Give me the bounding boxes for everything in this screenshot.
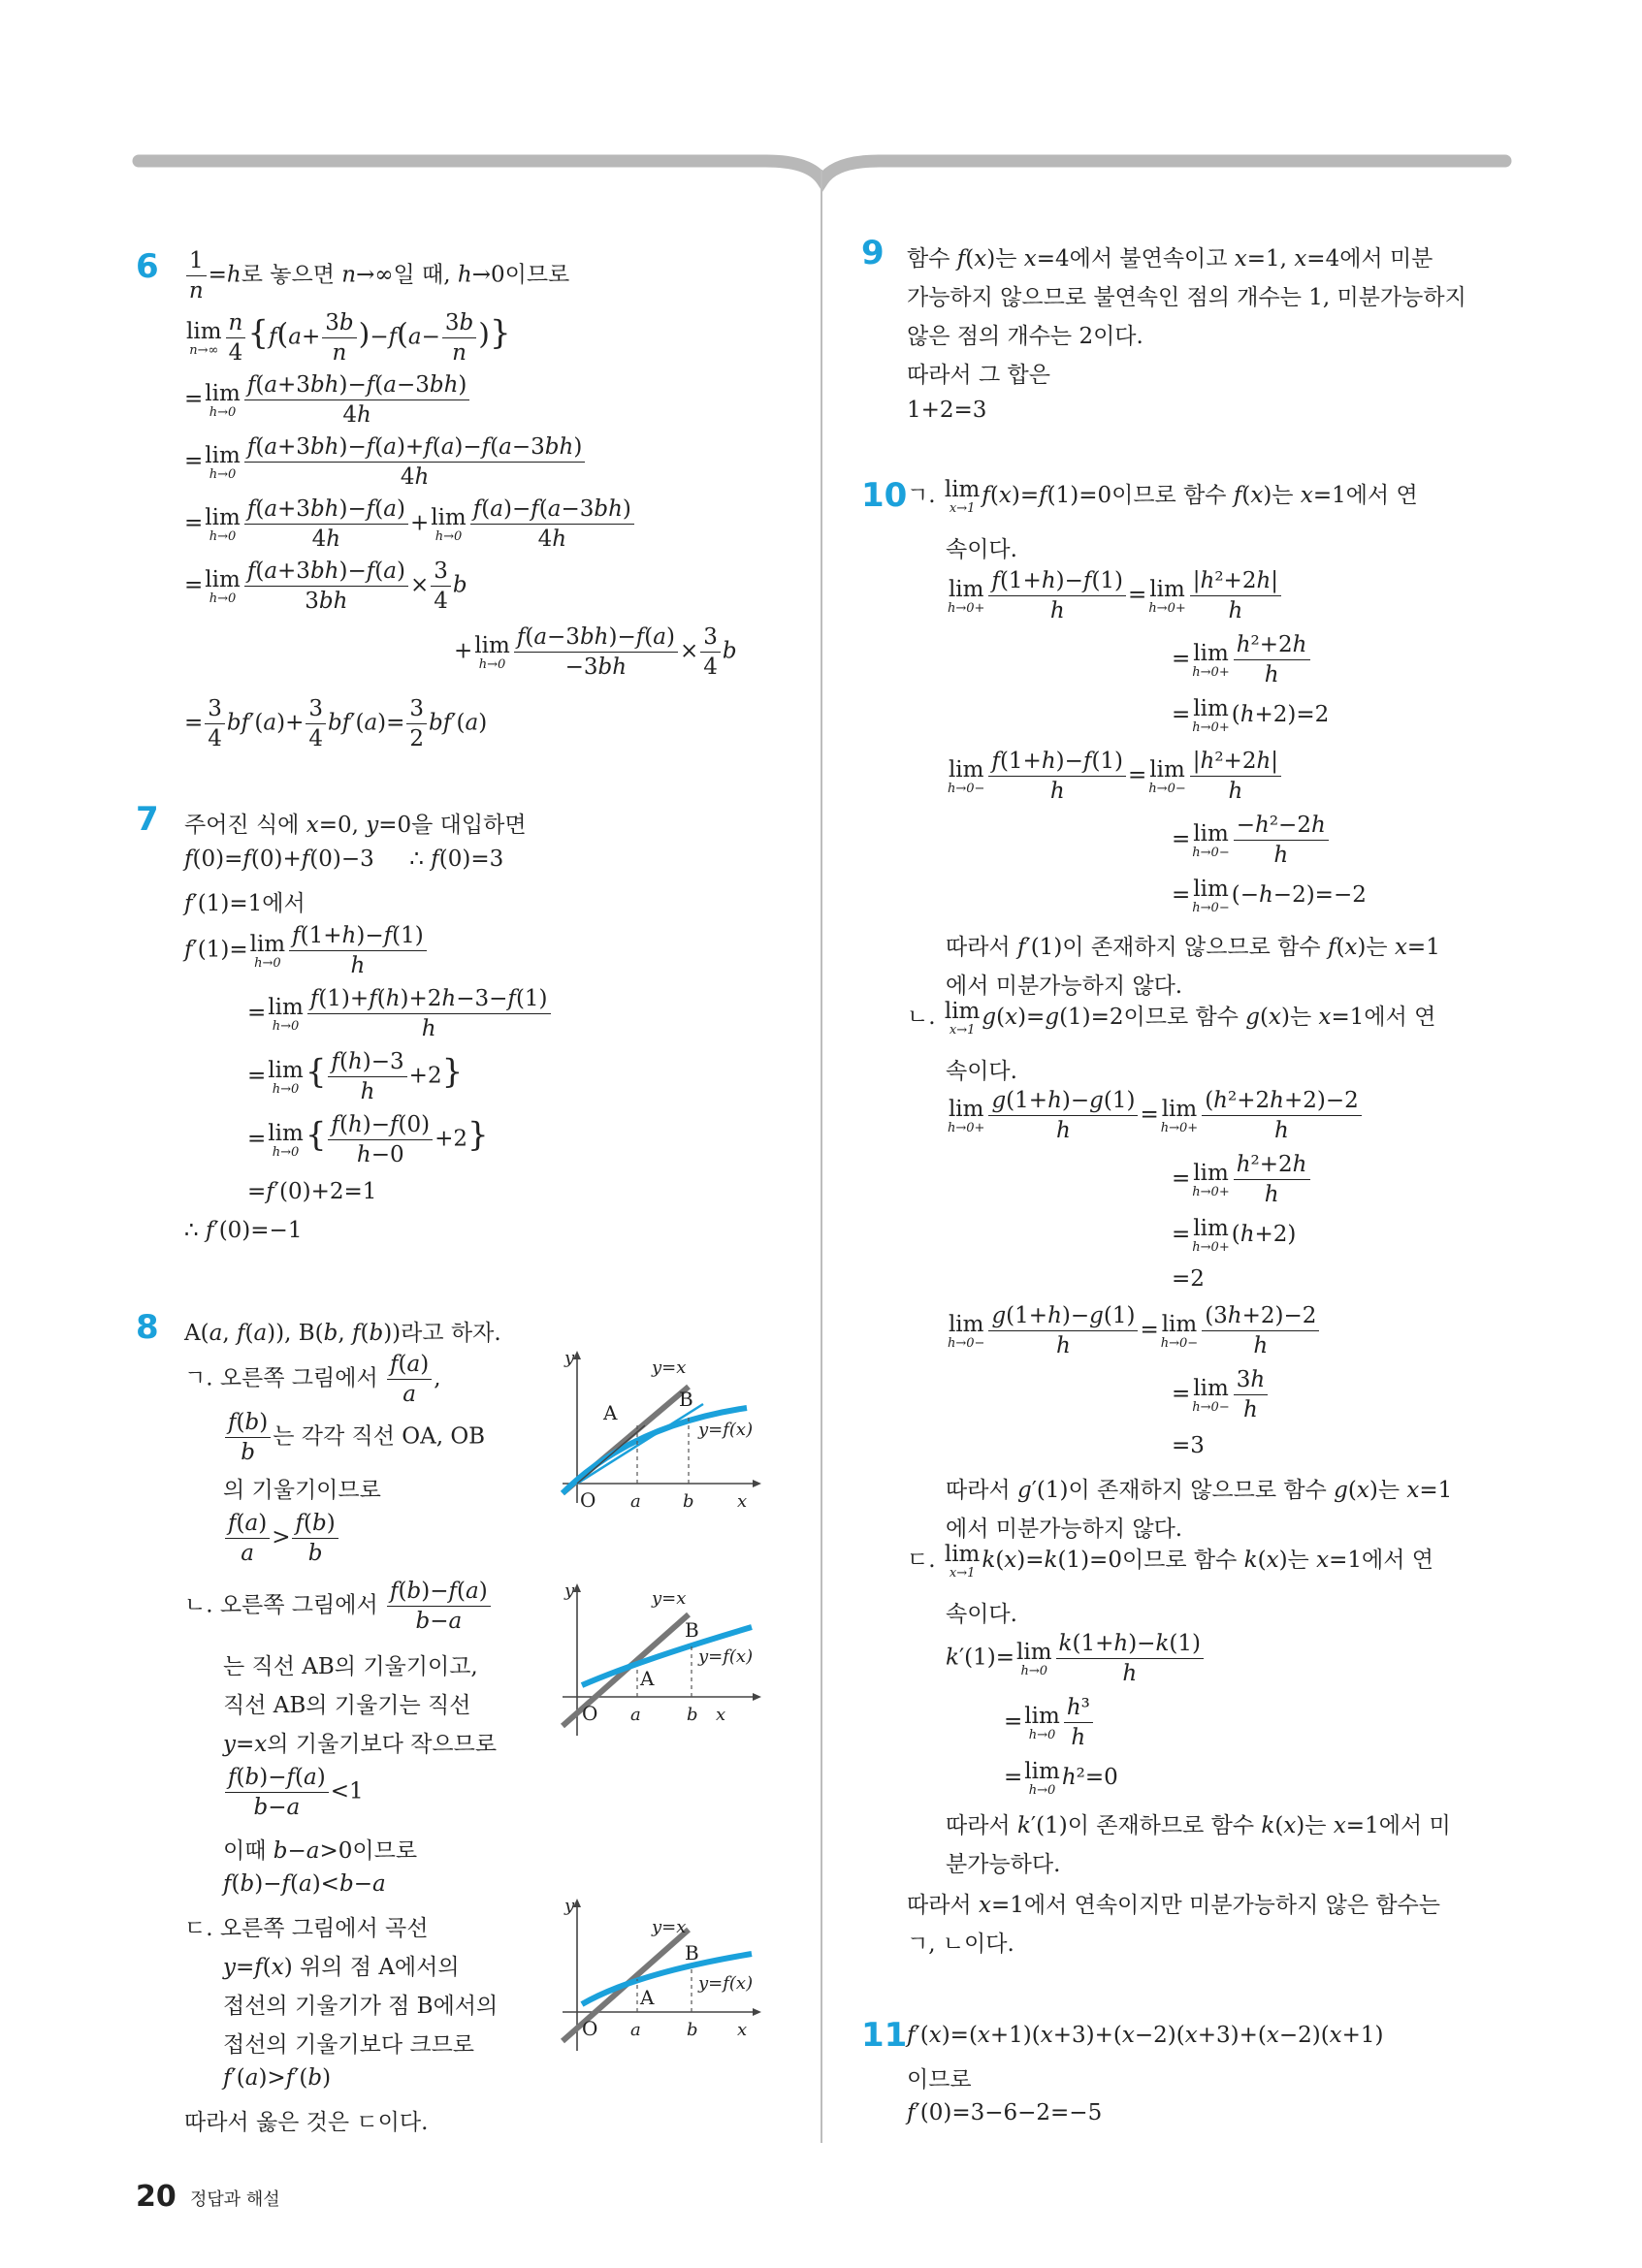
p8-n-3: 직선 AB의 기울기는 직선 [223,1693,471,1718]
graph-figure-3 [543,1896,786,2060]
p10-b-4: = lim h→0+ $\frac{\text{h²+2h}}{h}$ [1172,1150,1312,1209]
fig3-B-label: B [685,1941,699,1965]
p8-g-4: $\frac{f(a)}{a}$ > $\frac{f(b)}{b}$ [223,1509,340,1568]
fig3-yx-label: y=x [652,1917,687,1937]
page-number: 20 [136,2180,177,2214]
fig1-origin-label: O [580,1488,596,1512]
fig3-yf-label: y=f(x) [698,1973,754,1994]
p10-b-6: =2 [1172,1266,1205,1292]
fig1-yf-label: y=f(x) [698,1420,754,1440]
p10-a-9: 따라서 f′(1)이 존재하지 않으므로 함수 f(x)는 x=1 [946,935,1440,960]
p7-line-7: = lim h→0 { $\frac{f(h)-f(0)}{h-0}$ +2} [247,1112,489,1167]
p9-line-5: 1+2=3 [907,398,987,423]
fig2-b-label: b [687,1705,698,1725]
p10-b-11: 에서 미분가능하지 않다. [946,1517,1183,1542]
p7-line-6: = lim h→0 { $\frac{f(h)-3}{h}$ +2} [247,1049,464,1104]
p11-line-1: f′(x)=(x+1)(x+3)+(x−2)(x+3)+(x−2)(x+1) [907,2023,1384,2048]
fig2-yx-label: y=x [652,1588,687,1609]
fig3-b-label: b [687,2020,698,2040]
p6-line-7: + lim h→0 $\frac{f(a-3bh)-f(a)}{-3bh}$ × $\frac{3}{4}$ b [454,624,737,680]
fig1-B-label: B [679,1388,693,1411]
p8-d-5: f′(a)>f′(b) [223,2065,332,2091]
fig3-A-label: A [640,1986,655,2009]
p8-d-2: y=f(x) 위의 점 A에서의 [223,1955,460,1980]
p7-line-8: =f′(0)+2=1 [247,1179,377,1204]
p8-g-3: 의 기울기이므로 [223,1478,381,1503]
p6-line-4: = lim h→0 $\frac{f(a+3bh)-f(a)+f(a)-f(a-3bh)}{4h}$ [184,432,587,492]
p8-line-1: A(a, f(a)), B(b, f(b))라고 하자. [184,1321,501,1346]
p10-b-5: = lim h→0+ (h+2) [1172,1216,1297,1255]
p10-b-10: 따라서 g′(1)이 존재하지 않으므로 함수 g(x)는 x=1 [946,1478,1453,1503]
p8-d-1: ㄷ. 오른쪽 그림에서 곡선 [184,1916,429,1941]
p9-line-4: 따라서 그 합은 [907,363,1050,388]
p10-a-6: lim h→0− $\frac{f(1+h)-f(1)}{h}$ = lim h→0− $\frac{\text{|h²+2h|}}{h}$ [946,747,1283,806]
problem-6-number: 6 [136,247,159,286]
p10-a-10: 에서 미분가능하지 않다. [946,974,1183,999]
p10-c-9: ㄱ, ㄴ이다. [907,1932,1014,1957]
p6-line-6: = lim h→0 $\frac{f(a+3bh)-f(a)}{3bh}$ × $\frac{3}{4}$ b [184,559,467,614]
p10-a-8: = lim h→0− (−h−2)=−2 [1172,877,1367,915]
p10-a-4: = lim h→0+ $\frac{\text{h²+2h}}{h}$ [1172,630,1312,689]
p11-line-3: f′(0)=3−6−2=−5 [907,2100,1103,2125]
p8-g-1: ㄱ. 오른쪽 그림에서 $\frac{f(a)}{a}$ , [184,1352,441,1407]
p6-line-3: = lim h→0 $\frac{f(a+3bh)-f(a-3bh)}{4h}$ [184,370,471,430]
p10-c-6: 따라서 k′(1)이 존재하므로 함수 k(x)는 x=1에서 미 [946,1813,1451,1838]
fig3-x-label: x [737,2020,748,2040]
p10-b-8: = lim h→0− $\frac{3h}{h}$ [1172,1365,1270,1424]
p10-a-1: ㄱ. lim x→1 f(x)=f(1)=0이므로 함수 f(x)는 x=1에서 연 [907,477,1418,516]
fig3-a-label: a [630,2020,641,2040]
p10-c-4: = lim h→0 $\frac{\text{h³}}{h}$ [1004,1693,1095,1752]
fig1-a-label: a [630,1491,641,1512]
p10-a-5: = lim h→0+ (h+2)=2 [1172,696,1330,735]
fig1-y-label: y [564,1348,575,1368]
fig1-yx-label: y=x [652,1358,687,1378]
fig1-b-label: b [683,1491,694,1512]
problem-10-number: 10 [861,476,908,515]
fig2-B-label: B [685,1618,699,1642]
p7-line-9: ∴ f′(0)=−1 [184,1218,303,1243]
p8-d-3: 접선의 기울기가 점 B에서의 [223,1994,499,2019]
p9-line-2: 가능하지 않으므로 불연속인 점의 개수는 1, 미분가능하지 [907,285,1466,310]
footer-label: 정답과 해설 [190,2189,280,2210]
p11-line-2: 이므로 [907,2067,972,2092]
problem-8-number: 8 [136,1308,159,1347]
p8-n-6: 이때 b−a>0이므로 [223,1838,418,1864]
p6-line-8: = $\frac{3}{4}$ bf′(a)+ $\frac{3}{4}$ bf′(a)= $\frac{3}{2}$ bf′(a) [184,696,488,751]
p8-n-2: 는 직선 AB의 기울기이고, [223,1654,478,1679]
p8-n-4: y=x의 기울기보다 작으므로 [223,1732,498,1757]
p8-n-5: $\frac{f(b)-f(a)}{b-a}$ <1 [223,1763,364,1822]
p7-line-3: f′(1)=1에서 [184,891,306,916]
p10-b-2: 속이다. [946,1059,1017,1084]
fig2-x-label: x [716,1705,726,1725]
p6-line-1: $\frac{1}{n}$ =h로 놓으면 n→∞일 때, h→0이므로 [184,246,569,305]
p10-a-7: = lim h→0− $\frac{\text{−h²−2h}}{h}$ [1172,811,1331,870]
problem-7-number: 7 [136,800,159,839]
p6-line-2: lim n→∞ $\frac{n}{4}$ {f(a+ $\frac{3b}{n}$ )−f(a− $\frac{3b}{n}$ )} [186,310,511,366]
p10-c-1: ㄷ. lim x→1 k(x)=k(1)=0이므로 함수 k(x)는 x=1에서 연 [907,1542,1433,1581]
column-divider [821,170,822,2143]
p8-g-2: $\frac{f(b)}{b}$ 는 각각 직선 OA, OB [223,1408,485,1467]
p7-line-1: 주어진 식에 x=0, y=0을 대입하면 [184,813,527,838]
graph-figure-2 [543,1581,786,1745]
p8-conclusion: 따라서 옳은 것은 ㄷ이다. [184,2110,429,2135]
fig2-yf-label: y=f(x) [698,1646,754,1667]
fig2-y-label: y [564,1581,575,1601]
p10-b-1: ㄴ. lim x→1 g(x)=g(1)=2이므로 함수 g(x)는 x=1에서 연 [907,999,1436,1038]
p10-c-8: 따라서 x=1에서 연속이지만 미분가능하지 않은 함수는 [907,1893,1441,1918]
p7-line-2: f(0)=f(0)+f(0)−3 ∴ f(0)=3 [184,847,504,872]
problem-9-number: 9 [861,234,885,272]
p8-n-7: f(b)−f(a)<b−a [223,1871,386,1897]
graph-figure-1 [543,1348,786,1513]
p10-c-3: k′(1)= lim h→0 $\frac{k(1+h)-k(1)}{h}$ [946,1629,1206,1688]
p7-line-4: f′(1)= lim h→0 $\frac{f(1+h)-f(1)}{h}$ [184,921,429,980]
p10-b-9: =3 [1172,1433,1205,1458]
p10-c-7: 분가능하다. [946,1852,1061,1877]
p10-c-5: = lim h→0 h²=0 [1004,1759,1118,1798]
p10-b-7: lim h→0− $\frac{g(1+h)-g(1)}{h}$ = lim h→0− $\frac{(3h+2)-2}{h}$ [946,1301,1321,1360]
p10-b-3: lim h→0+ $\frac{g(1+h)-g(1)}{h}$ = lim h→0+ $\frac{\text{(h²+2h+2)−2}}{h}$ [946,1086,1364,1145]
fig2-origin-label: O [582,1702,598,1725]
fig1-x-label: x [737,1491,748,1512]
problem-11-number: 11 [861,2016,908,2055]
p10-c-2: 속이다. [946,1602,1017,1627]
fig3-origin-label: O [582,2017,598,2040]
p8-d-4: 접선의 기울기보다 크므로 [223,2032,475,2058]
p10-a-2: 속이다. [946,537,1017,562]
p7-line-5: = lim h→0 $\frac{f(1)+f(h)+2h-3-f(1)}{h}$ [247,984,553,1043]
fig3-y-label: y [564,1896,575,1916]
p8-n-1: ㄴ. 오른쪽 그림에서 $\frac{f(b)-f(a)}{b-a}$ [184,1577,493,1636]
p9-line-1: 함수 f(x)는 x=4에서 불연속이고 x=1, x=4에서 미분 [907,246,1433,272]
fig1-A-label: A [603,1401,618,1424]
p10-a-3: lim h→0+ $\frac{f(1+h)-f(1)}{h}$ = lim h→0+ $\frac{\text{|h²+2h|}}{h}$ [946,566,1283,625]
p9-line-3: 않은 점의 개수는 2이다. [907,324,1143,349]
fig2-A-label: A [640,1667,655,1690]
p6-line-5: = lim h→0 $\frac{f(a+3bh)-f(a)}{4h}$ + lim h→0 $\frac{f(a)-f(a-3bh)}{4h}$ [184,495,636,554]
fig2-a-label: a [630,1705,641,1725]
